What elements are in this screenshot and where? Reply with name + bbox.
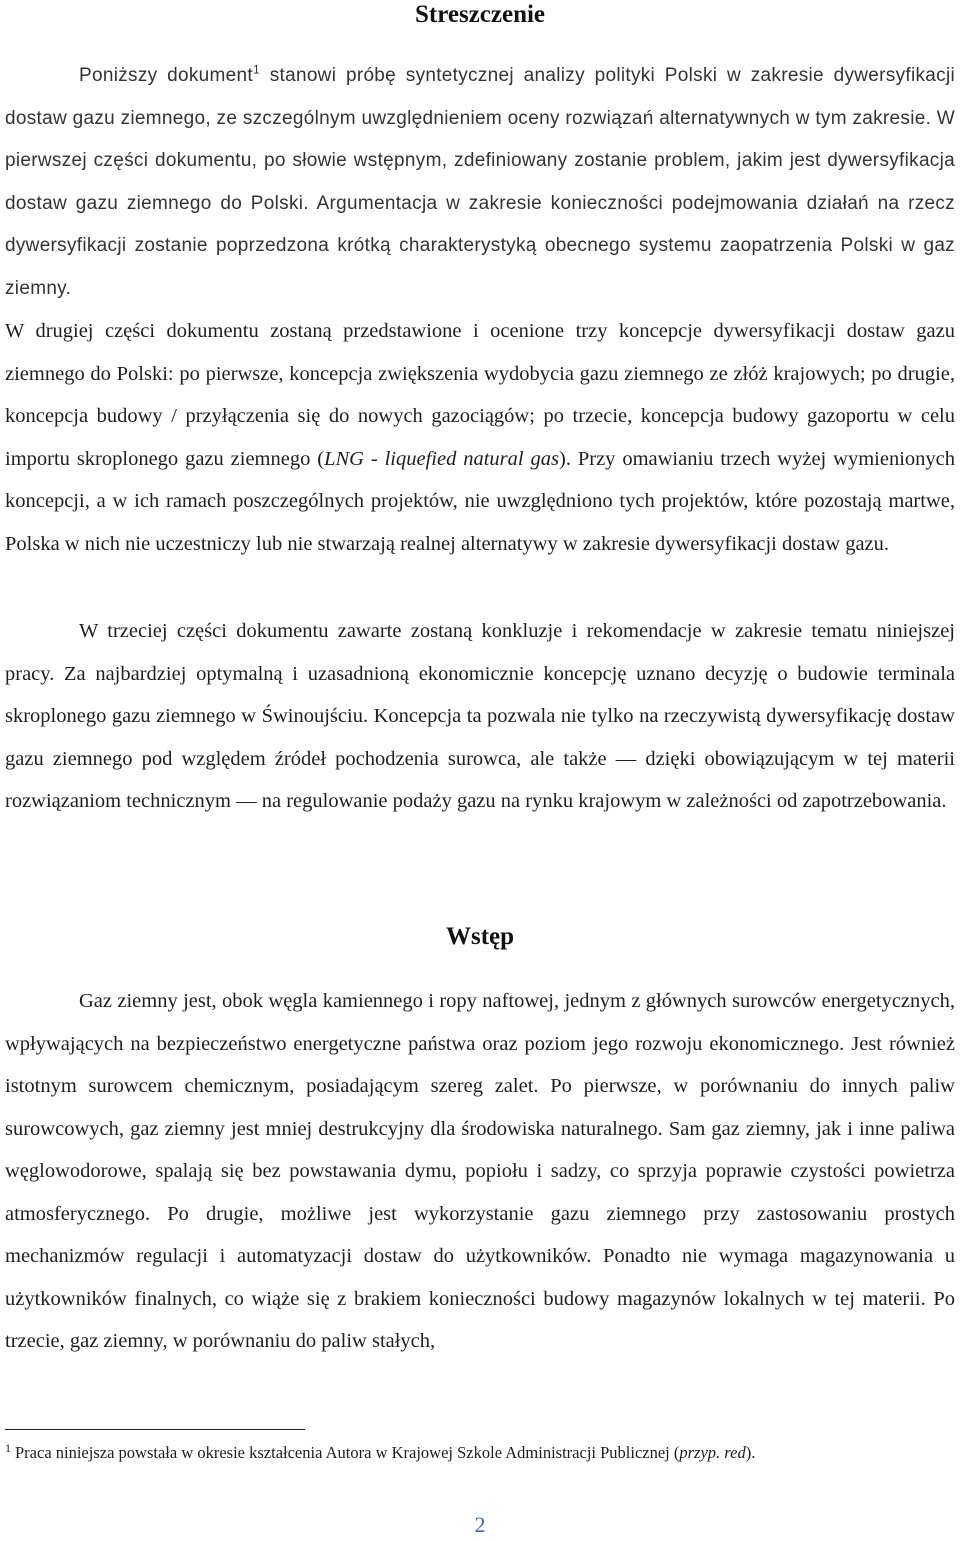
summary-p1-text-c: W drugiej części dokumentu zostaną przedstawione i ocenione trzy koncepcje dywersyfikacji dostaw gazu ziemnego do Polski: po pierwsze, koncepcja zwiększenia wydobycia gazu ziemnego ze złóż krajowych; po drugie, koncepcja budowy / przyłączenia się do nowych gazociągów; po trzecie, koncepcja budowy gazoportu w celu importu skroplonego gazu ziemnego ( [5, 320, 955, 470]
footnote-text-italic: przyp. red [679, 1443, 746, 1462]
intro-paragraph-1 [5, 980, 955, 1363]
footnote-separator [5, 1429, 305, 1430]
summary-paragraph-2 [5, 610, 955, 823]
footnote-text-a: Praca niniejsza powstała w okresie kształcenia Autora w Krajowej Szkole Administracji Publicznej ( [15, 1443, 680, 1462]
footnote-mark: 1 [5, 1440, 11, 1455]
summary-p2-text: W trzeciej części dokumentu zawarte zostaną konkluzje i rekomendacje w zakresie tematu niniejszej pracy. Za najbardziej optymalną i uzasadnioną ekonomicznie koncepcję uznano decyzję o budowie terminala skroplonego gazu ziemnego w Świnoujściu. Koncepcja ta pozwala nie tylko na rzeczywistą dywersyfikację dostaw gazu ziemnego pod względem źródeł pochodzenia surowca, ale także — dzięki obowiązującym w tej materii rozwiązaniom technicznym — na regulowanie podaży gazu na rynku krajowym w zależności od zapotrzebowania. [5, 620, 955, 812]
summary-p1-text-b: stanowi próbę syntetycznej analizy polityki Polski w zakresie dywersyfikacji dostaw gazu ziemnego, ze szczególnym uwzględnieniem oceny rozwiązań alternatywnych w tym zakresie. W pierwszej części dokumentu, po słowie wstępnym, zdefiniowany zostanie problem, jakim jest dywersyfikacja dostaw gazu ziemnego do Polski. Argumentacja w zakresie konieczności podejmowania działań na rzecz dywersyfikacji zostanie poprzedzona krótką charakterystyką obecnego systemu zaopatrzenia Polski w gaz ziemny. [5, 65, 955, 299]
footnote [5, 1441, 955, 1465]
footnote-reference: 1 [253, 62, 260, 77]
summary-paragraph-1 [5, 55, 955, 310]
summary-p1-italic: LNG - liquefied natural gas [324, 447, 559, 470]
intro-p1-text: Gaz ziemny jest, obok węgla kamiennego i ropy naftowej, jednym z głównych surowców energetycznych, wpływających na bezpieczeństwo energetyczne państwa oraz poziom jego rozwoju ekonomicznego. Jest również istotnym surowcem chemicznym, posiadającym szereg zalet. Po pierwsze, w porównaniu do innych paliw surowcowych, gaz ziemny jest mniej destrukcyjny dla środowiska naturalnego. Sam gaz ziemny, jak i inne paliwa węglowodorowe, spalają się bez powstawania dymu, popiołu i sadzy, co sprzyja poprawie czystości powietrza atmosferycznego. Po drugie, możliwe jest wykorzystanie gazu ziemnego przy zastosowaniu prostych mechanizmów regulacji i automatyzacji dostaw do użytkowników. Ponadto nie wymaga magazynowania u użytkowników finalnych, co wiąże się z brakiem konieczności budowy magazynów lokalnych w tej materii. Po trzecie, gaz ziemny, w porównaniu do paliw stałych, [5, 990, 955, 1352]
summary-paragraph-1-continued [5, 310, 955, 565]
summary-p1-text-d: ). Przy omawianiu trzech wyżej wymienionych koncepcji, a w ich ramach poszczególnych projektów, nie uwzględniono tych projektów, które pozostają martwe, Polska w nich nie uczestniczy lub nie stwarzają realnej alternatywy w zakresie dywersyfikacji dostaw gazu. [5, 447, 955, 555]
footnote-text-b: ). [745, 1443, 756, 1462]
page-number: 2 [474, 1512, 486, 1537]
summary-p1-text-a: Poniższy dokument [79, 65, 253, 86]
section-title-intro: Wstęp [445, 923, 515, 950]
section-title-summary: Streszczenie [414, 1, 546, 28]
